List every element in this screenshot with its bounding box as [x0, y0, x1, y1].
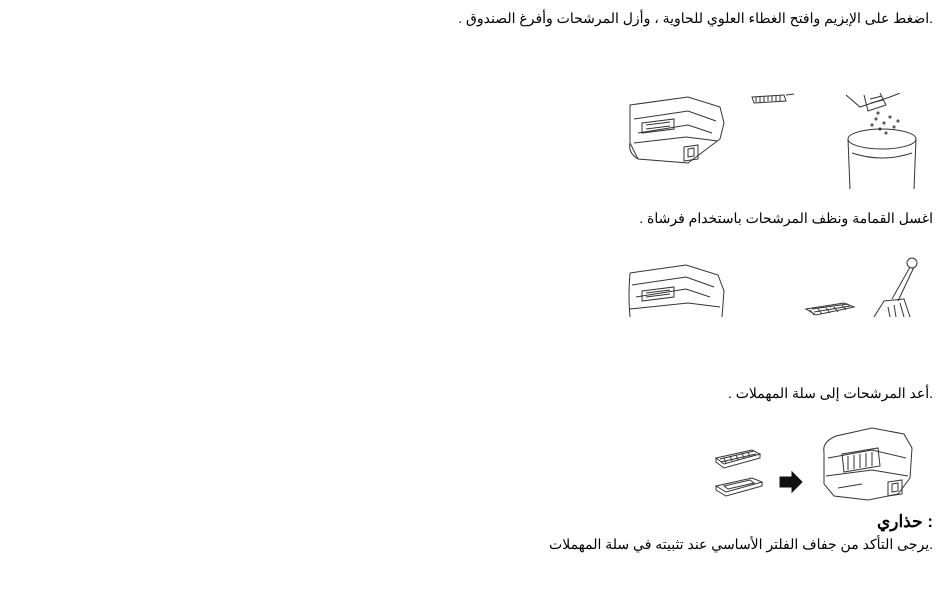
- arrow-right-icon: [780, 472, 802, 492]
- washed-bin-illustration: [629, 265, 724, 317]
- warning-title: : حذاري: [876, 512, 933, 531]
- figure-reinsert-filters: [712, 424, 938, 510]
- dust-bin-illustration: [630, 97, 724, 163]
- trash-can-illustration: [846, 93, 916, 189]
- dust-bin-illustration: [824, 428, 912, 500]
- warning-text: .يرجى التأكد من جفاف الفلتر الأساسي عند تثبيته في سلة المهملات: [549, 536, 933, 552]
- step-1-text: .اضغط على الإبزيم وافتح الغطاء العلوي للحاوية ، وأزل المرشحات وأفرغ الصندوق .: [458, 10, 933, 26]
- filter-illustration: [716, 450, 762, 496]
- step-2-text: اغسل القمامة ونظف المرشحات باستخدام فرشاة .: [639, 210, 933, 226]
- brush-icon: [874, 258, 917, 317]
- step-3-text: .أعد المرشحات إلى سلة المهملات .: [727, 385, 933, 401]
- figure-empty-bin: [628, 93, 938, 189]
- figure-wash-filters: [628, 255, 938, 317]
- filter-illustration: [806, 303, 854, 315]
- filter-illustration: [752, 94, 794, 103]
